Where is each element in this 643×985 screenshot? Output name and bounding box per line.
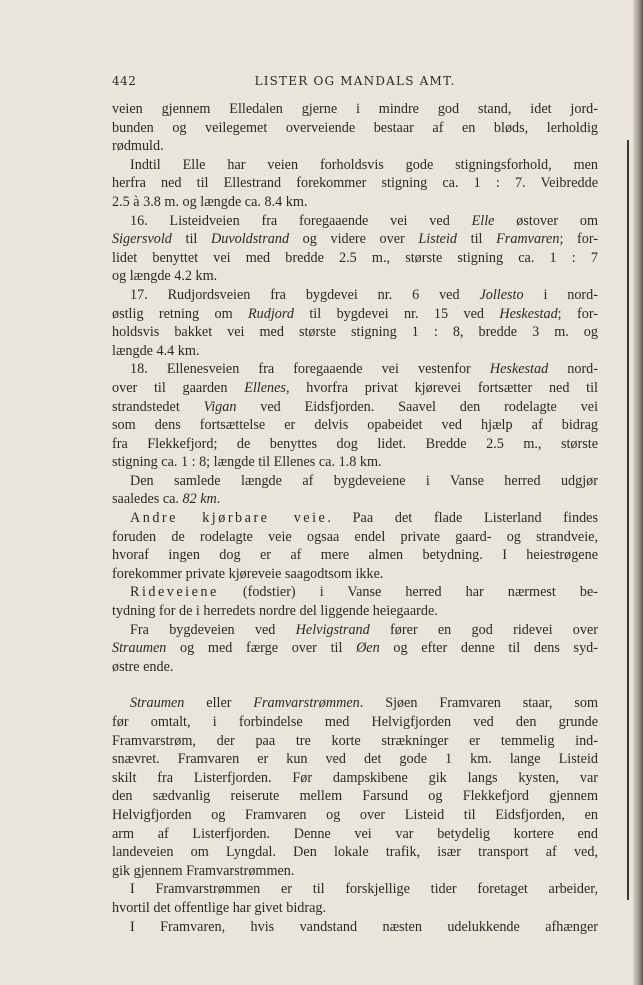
text-line: bunden og veilegemet overveiende bestaar af en bløds, lerholdig xyxy=(112,119,598,136)
text-line: veien gjennem Elledalen gjerne i mindre god stand, idet jord- xyxy=(112,101,598,117)
text-line: hvortil det offentlige har givet bidrag. xyxy=(112,899,327,916)
text-line: Indtil Elle har veien forholdsvis gode stigningsforhold, men xyxy=(130,156,598,173)
text-line: stigning ca. 1 : 8; længde til Ellenes ca. 1.8 km. xyxy=(112,454,382,471)
page-header xyxy=(112,74,598,92)
page-number: 442 xyxy=(112,74,137,88)
text-line: over til gaarden Ellenes, hvorfra privat kjørevei fortsætter ned til xyxy=(112,379,599,396)
text-line: herfra ned til Ellestrand forekommer stigning ca. 1 : 7. Veibredde xyxy=(112,175,598,192)
text-line: I Framvarstrømmen er til forskjellige tider foretaget arbeider, xyxy=(130,881,598,898)
body-text xyxy=(112,100,598,936)
text-line: I Framvaren, hvis vandstand næsten udelukkende afhænger xyxy=(130,918,598,935)
text-line: før omtalt, i forbindelse med Helvigfjorden ved den grunde xyxy=(112,714,598,730)
text-line: saaledes ca. 82 km. xyxy=(112,491,221,508)
text-line: fra Flekkefjord; de benyttes dog lidet. Bredde 2.5 m., største xyxy=(112,435,598,452)
text-line: landeveien om Lyngdal. Den lokale trafik, især transport af ved, xyxy=(112,844,598,861)
text-line: Den samlede længde af bygdeveiene i Vanse herred udgjør xyxy=(130,472,598,489)
binding-edge-line xyxy=(627,140,629,900)
text-line: holdsvis bakket vei med største stigning 1 : 8, bredde 3 m. og xyxy=(112,324,598,341)
text-line: østre ende. xyxy=(112,658,174,675)
text-line: 16. Listeidveien fra foregaaende vei ved Elle østover om xyxy=(130,212,598,229)
text-line: forekommer private kjøreveie saagodtsom ikke. xyxy=(112,565,384,582)
text-line: Rideveiene (fodstier) i Vanse herred har nærmest be- xyxy=(130,584,598,601)
paragraph-gap xyxy=(112,676,598,694)
text-line: tydning for de i herredets nordre del liggende heiegaarde. xyxy=(112,603,438,620)
text-line: lidet benyttet vei med bredde 2.5 m., største stigning ca. 1 : 7 xyxy=(112,249,598,266)
text-line: som dens fortsættelse er delvis opabeidet ved hjælp af bidrag xyxy=(112,417,598,434)
text-line: 18. Ellenesveien fra foregaaende vei vestenfor Heskestad nord- xyxy=(130,361,598,378)
text-line: Sigersvold til Duvoldstrand og videre over Listeid til Framvaren; for- xyxy=(112,231,598,248)
text-line: hvoraf ingen dog er af mere almen betydning. I heiestrøgene xyxy=(112,547,598,564)
text-line: længde 4.4 km. xyxy=(112,342,200,359)
text-line: Andre kjørbare veie. Paa det flade Listerland findes xyxy=(130,510,598,527)
text-line: skilt fra Listerfjorden. Før dampskibene gik langs kysten, var xyxy=(112,769,598,786)
text-line: Framvarstrøm, der paa tre korte strækninger er temmelig ind- xyxy=(112,732,598,749)
running-title: LISTER OG MANDALS AMT. xyxy=(254,74,456,88)
text-line: arm af Listerfjorden. Denne vei var betydelig kortere end xyxy=(112,825,598,842)
text-line: østlig retning om Rudjord til bygdevei nr. 15 ved Heskestad; for- xyxy=(112,305,598,322)
text-line: og længde 4.2 km. xyxy=(112,268,218,285)
text-line: 2.5 à 3.8 m. og længde ca. 8.4 km. xyxy=(112,193,308,210)
page-edge-shadow xyxy=(633,0,643,985)
text-line: Helvigfjorden og Framvaren og over Listeid til Eidsfjorden, en xyxy=(112,806,598,823)
text-line: Straumen og med færge over til Øen og efter denne til dens syd- xyxy=(112,640,598,657)
text-line: den sædvanlig reiserute mellem Farsund og Flekkefjord gjennem xyxy=(112,788,598,805)
text-line: Fra bygdeveien ved Helvigstrand fører en god ridevei over xyxy=(130,621,599,638)
text-line: Straumen eller Framvarstrømmen. Sjøen Framvaren staar, som xyxy=(130,695,599,712)
text-line: snævret. Framvaren er kun ved det gode 1 km. lange Listeid xyxy=(112,751,598,768)
text-line: strandstedet Vigan ved Eidsfjorden. Saavel den rodelagte vei xyxy=(112,398,599,415)
text-line: foruden de rodelagte veie ogsaa endel private gaard- og strandveie, xyxy=(112,528,598,545)
text-line: gik gjennem Framvarstrømmen. xyxy=(112,862,295,879)
text-line: 17. Rudjordsveien fra bygdevei nr. 6 ved Jollesto i nord- xyxy=(130,286,598,303)
text-line: rødmuld. xyxy=(112,138,164,155)
